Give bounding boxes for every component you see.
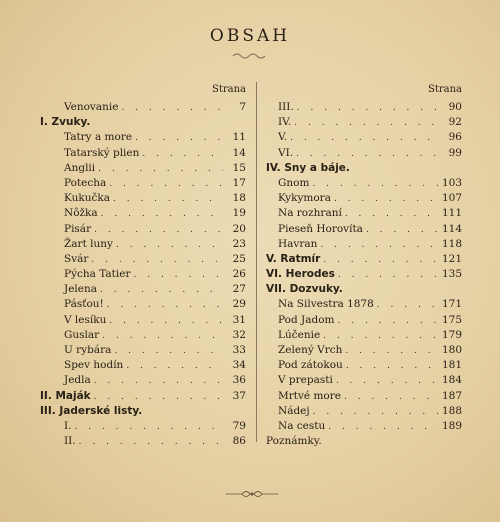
dot-leader [126, 361, 223, 371]
dot-leader [134, 270, 224, 280]
dot-leader [109, 179, 223, 189]
toc-entry-page: 90 [448, 101, 462, 113]
toc-entry [266, 147, 462, 162]
toc-entry-page: 11 [232, 131, 246, 144]
dot-leader [94, 225, 223, 235]
toc-entry-title: Na Silvestra 1878 [278, 298, 374, 311]
toc-entry-page: 15 [232, 161, 246, 174]
dot-leader [334, 194, 439, 204]
toc-entry-title: Svár [64, 252, 89, 265]
toc-entry [266, 329, 462, 344]
page-column-header: Strana [427, 84, 462, 95]
dot-leader [116, 240, 223, 250]
toc-entry-page: 111 [441, 207, 462, 220]
toc-entry [40, 405, 246, 420]
toc-entry-title: Havran [278, 237, 318, 250]
toc-entry [266, 101, 462, 116]
toc-entry-page: 33 [232, 344, 246, 356]
scroll-ornament-icon [222, 488, 282, 500]
toc-entry-title: IV. [278, 116, 292, 129]
dot-leader [101, 209, 223, 219]
dot-leader [109, 316, 223, 326]
toc-entry-page: 34 [232, 359, 246, 372]
dot-leader [91, 255, 223, 265]
toc-entry [40, 238, 246, 253]
toc-entry-title: Na cestu [278, 419, 326, 432]
toc-entry-page: 17 [232, 176, 246, 189]
toc-entry-page: 19 [232, 207, 246, 220]
dot-leader [296, 149, 439, 159]
dot-leader [121, 103, 223, 113]
toc-entry-title: I. [64, 419, 72, 432]
dot-leader [98, 164, 223, 174]
toc-column-left [40, 84, 246, 450]
toc-entry-page: 121 [441, 252, 462, 265]
toc-entry-page: 20 [232, 222, 246, 235]
dot-leader [345, 346, 439, 356]
toc-entry-page: 187 [441, 389, 462, 402]
toc-entry-page: 135 [441, 268, 462, 281]
toc-entry [40, 268, 246, 283]
toc-entry-page: 26 [232, 268, 246, 281]
toc-entry-title: V. [278, 131, 288, 144]
toc-entry [266, 283, 462, 298]
toc-entry [266, 238, 462, 253]
toc-entry-title: Kykymora [278, 192, 331, 205]
toc-entry-title: Nádej [278, 404, 310, 417]
toc-entry [40, 374, 246, 389]
toc-entry [40, 420, 246, 435]
dot-leader [94, 376, 223, 386]
toc-entry [266, 298, 462, 313]
toc-entry [40, 147, 246, 162]
toc-entry-title: Nôžka [64, 207, 98, 220]
dot-leader [102, 331, 223, 341]
toc-entry [40, 298, 246, 313]
toc-entry [266, 177, 462, 192]
dot-leader [107, 300, 223, 310]
toc-entry-title: IV. Sny a báje. [266, 161, 350, 174]
toc-entry-title: II. Maják [40, 389, 91, 402]
toc-entry-page: 189 [441, 419, 462, 432]
toc-entry-page: 37 [232, 389, 246, 402]
dot-leader [320, 240, 439, 250]
dot-leader [346, 361, 439, 371]
dot-leader [338, 270, 439, 280]
dot-leader [377, 300, 439, 310]
toc-entry-title: Na rozhraní [278, 207, 342, 220]
toc-entry [266, 131, 462, 146]
toc-entry [40, 329, 246, 344]
toc-entry [266, 435, 462, 450]
toc-entry-title: Pásťou! [64, 298, 104, 311]
toc-entry-page: 86 [232, 435, 246, 448]
toc-entry-page: 32 [232, 328, 246, 341]
dot-leader [94, 392, 223, 402]
dot-leader [336, 376, 439, 386]
toc-entry-page: 181 [441, 359, 462, 372]
toc-entry [266, 359, 462, 374]
dot-leader [113, 194, 223, 204]
toc-entry [40, 390, 246, 405]
toc-entry-title: VII. Dozvuky. [266, 283, 343, 296]
dot-leader [338, 316, 439, 326]
toc-entry [266, 192, 462, 207]
toc-entry-title: V prepasti [278, 374, 333, 387]
toc-entry-title: Poznámky. [266, 435, 322, 448]
toc-entry-title: Jelena [64, 283, 98, 296]
toc-entry-title: Lúčenie [278, 328, 321, 341]
toc-entry-page: 103 [441, 176, 462, 189]
toc-entry-title: Žart luny [64, 237, 113, 250]
toc-entry [266, 390, 462, 405]
dot-leader [344, 392, 439, 402]
toc-entry [40, 116, 246, 131]
dot-leader [79, 437, 223, 447]
toc-entry [40, 283, 246, 298]
dot-leader [100, 285, 223, 295]
toc-entry-page: 118 [441, 237, 462, 250]
toc-entry-title: Gnom [278, 176, 310, 189]
toc-entry [40, 207, 246, 222]
toc-entry-title: III. Jaderské listy. [40, 404, 143, 417]
toc-entry [266, 223, 462, 238]
toc-entry [266, 207, 462, 222]
dot-leader [345, 209, 439, 219]
toc-entry-title: Venovanie [64, 101, 119, 113]
toc-entry-title: Guslar [64, 328, 100, 341]
toc-entry [266, 268, 462, 283]
toc-entry-page: 171 [441, 298, 462, 311]
toc-entry-title: V lesíku [64, 313, 107, 326]
toc-entry-page: 27 [232, 283, 246, 296]
toc-entry [266, 314, 462, 329]
toc-entry-title: Pisár [64, 222, 92, 235]
dot-leader [323, 255, 439, 265]
toc-entry-title: I. Zvuky. [40, 116, 91, 129]
toc-entry-page: 99 [448, 146, 462, 159]
dot-leader [142, 149, 223, 159]
dot-leader [290, 133, 439, 143]
toc-entry-page: 23 [232, 237, 246, 250]
toc-entry [40, 253, 246, 268]
toc-entry-title: Anglii [64, 161, 96, 174]
toc-entry [266, 344, 462, 359]
toc-entry-title: Potecha [64, 176, 107, 189]
toc-entry-title: Pod zátokou [278, 359, 343, 372]
toc-entry-title: Pýcha Tatier [64, 268, 131, 281]
toc-entry [266, 405, 462, 420]
page-title: OBSAH [209, 26, 291, 46]
toc-entry [40, 344, 246, 359]
toc-entry-page: 31 [232, 313, 246, 326]
toc-entry-title: Tatarský plien [64, 146, 140, 159]
wave-ornament-icon [231, 52, 267, 60]
toc-entry-page: 36 [232, 374, 246, 387]
toc-entry [40, 177, 246, 192]
dot-leader [328, 422, 439, 432]
toc-entry-page: 92 [448, 116, 462, 129]
toc-entry-title: Mrtvé more [278, 389, 341, 402]
toc-entry [266, 116, 462, 131]
toc-entry-title: V. Ratmír [266, 252, 321, 265]
dot-leader [294, 118, 439, 128]
toc-entry-title: Spev hodín [64, 359, 124, 372]
toc-entry [40, 435, 246, 450]
toc-entry [266, 420, 462, 435]
toc-entry-title: Pieseň Horovíta [278, 222, 363, 235]
toc-entry-title: Tatry a more [64, 131, 133, 144]
dot-leader [75, 422, 224, 432]
toc-entry-page: 96 [448, 131, 462, 144]
toc-entry-title: Kukučka [64, 192, 111, 205]
column-divider [256, 82, 257, 442]
toc-entry [266, 374, 462, 389]
toc-entry-page: 179 [441, 328, 462, 341]
dot-leader [297, 103, 439, 113]
toc-entry-page: 184 [441, 374, 462, 387]
toc-entry-page: 180 [441, 344, 462, 356]
toc-entry-page: 18 [232, 192, 246, 205]
dot-leader [313, 407, 439, 417]
toc-entry [40, 131, 246, 146]
toc-entry-title: II. [64, 435, 76, 448]
toc-entry-title: U rybára [64, 344, 112, 356]
toc-entry-page: 79 [232, 419, 246, 432]
toc-entry-title: Pod Jadom [278, 313, 335, 326]
toc-entry [40, 162, 246, 177]
toc-entry [266, 253, 462, 268]
toc-entry [40, 101, 246, 116]
toc-entry-title: Zelený Vrch [278, 344, 343, 356]
dot-leader [114, 346, 223, 356]
toc-entry-title: III. [278, 101, 294, 113]
toc-entry-page: 25 [232, 252, 246, 265]
toc-entry-page: 14 [232, 146, 246, 159]
toc-entry-page: 188 [441, 404, 462, 417]
page-column-header: Strana [211, 84, 246, 95]
dot-leader [135, 133, 223, 143]
toc-entry [40, 314, 246, 329]
toc-entry-title: VI. Herodes [266, 268, 335, 281]
toc-entry-page: 7 [239, 101, 246, 113]
toc-entry-page: 29 [232, 298, 246, 311]
toc-entry-page: 175 [441, 313, 462, 326]
toc-column-right [266, 84, 462, 450]
dot-leader [366, 225, 439, 235]
toc-entry [40, 223, 246, 238]
toc-entry [40, 359, 246, 374]
toc-entry-title: Jedla [64, 374, 91, 387]
dot-leader [323, 331, 439, 341]
toc-entry-title: VI. [278, 146, 294, 159]
toc-entry [40, 192, 246, 207]
dot-leader [312, 179, 439, 189]
toc-entry-page: 114 [441, 222, 462, 235]
toc-entry-page: 107 [441, 192, 462, 205]
toc-entry [266, 162, 462, 177]
